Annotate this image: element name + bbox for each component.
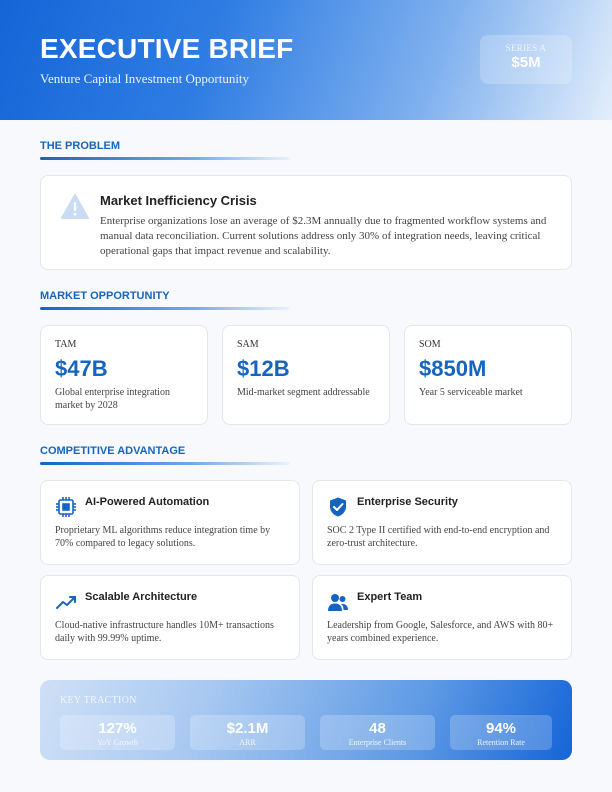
section-title-market: MARKET OPPORTUNITY xyxy=(40,290,170,302)
market-card-value: $12B xyxy=(237,356,290,381)
market-card-value: $850M xyxy=(419,356,487,381)
market-card-description: Mid-market segment addressable xyxy=(237,387,370,398)
market-card-description: Year 5 serviceable market xyxy=(419,387,523,398)
market-card-description: Global enterprise integration market by 2028 xyxy=(55,387,170,411)
advantage-card-description: Proprietary ML algorithms reduce integration time by 70% compared to legacy solutions. xyxy=(55,525,271,549)
section-divider xyxy=(40,307,290,310)
chip-icon xyxy=(55,496,77,518)
stat-label: Retention Rate xyxy=(477,738,525,747)
stat-label: YoY Growth xyxy=(97,738,138,747)
market-card-label: SAM xyxy=(237,339,259,350)
series-badge xyxy=(480,35,572,84)
problem-card xyxy=(40,175,572,270)
advantage-card-security xyxy=(312,480,572,565)
stat-arr xyxy=(190,715,305,750)
stat-value: 127% xyxy=(98,720,137,737)
advantage-card-title: Enterprise Security xyxy=(357,496,458,508)
market-card-label: TAM xyxy=(55,339,77,350)
section-divider xyxy=(40,157,290,160)
advantage-card-title: Expert Team xyxy=(357,591,423,603)
advantage-card-description: Cloud-native infrastructure handles 10M+ transactions daily with 99.99% uptime. xyxy=(55,620,274,644)
trending-up-icon xyxy=(55,591,77,613)
page-subtitle: Venture Capital Investment Opportunity xyxy=(40,71,250,86)
problem-title: Market Inefficiency Crisis xyxy=(100,193,257,208)
stat-label: Enterprise Clients xyxy=(348,738,407,747)
stat-value: $2.1M xyxy=(226,720,269,737)
series-badge-value: $5M xyxy=(511,54,541,71)
series-badge-label: SERIES A xyxy=(505,43,547,53)
stat-value: 48 xyxy=(369,720,386,737)
traction-panel xyxy=(40,680,572,760)
market-card-label: SOM xyxy=(419,339,441,350)
section-title-advantage: COMPETITIVE ADVANTAGE xyxy=(40,445,186,457)
team-icon xyxy=(327,591,349,613)
stat-value: 94% xyxy=(485,720,517,737)
advantage-card-title: AI-Powered Automation xyxy=(85,496,210,508)
page-title: EXECUTIVE BRIEF xyxy=(40,33,294,64)
traction-label: KEY TRACTION xyxy=(60,695,137,706)
advantage-card-description: Leadership from Google, Salesforce, and AWS with 80+ years combined experience. xyxy=(327,620,554,644)
stat-retention-rate xyxy=(450,715,552,750)
stat-yoy-growth xyxy=(60,715,175,750)
advantage-card-team xyxy=(312,575,572,660)
section-title-problem: THE PROBLEM xyxy=(40,140,121,152)
header-banner xyxy=(0,0,612,120)
stat-label: ARR xyxy=(239,738,256,747)
advantage-card-title: Scalable Architecture xyxy=(85,591,198,603)
section-divider xyxy=(40,462,290,465)
advantage-card-scalable xyxy=(40,575,300,660)
advantage-card-ai xyxy=(40,480,300,565)
warning-icon xyxy=(61,194,89,220)
market-card-som xyxy=(404,325,572,425)
market-card-tam xyxy=(40,325,208,425)
advantage-card-description: SOC 2 Type II certified with end-to-end encryption and zero-trust architecture. xyxy=(327,525,550,549)
shield-icon xyxy=(327,496,349,518)
stat-enterprise-clients xyxy=(320,715,435,750)
market-card-sam xyxy=(222,325,390,425)
market-card-value: $47B xyxy=(55,356,108,381)
problem-description: Enterprise organizations lose an average of $2.3M annually due to fragmented workflow systems and manual data reconciliation. Current solutions address only 30% of integration needs, leaving critical operational gaps that impact revenue and scalability. xyxy=(100,215,547,257)
